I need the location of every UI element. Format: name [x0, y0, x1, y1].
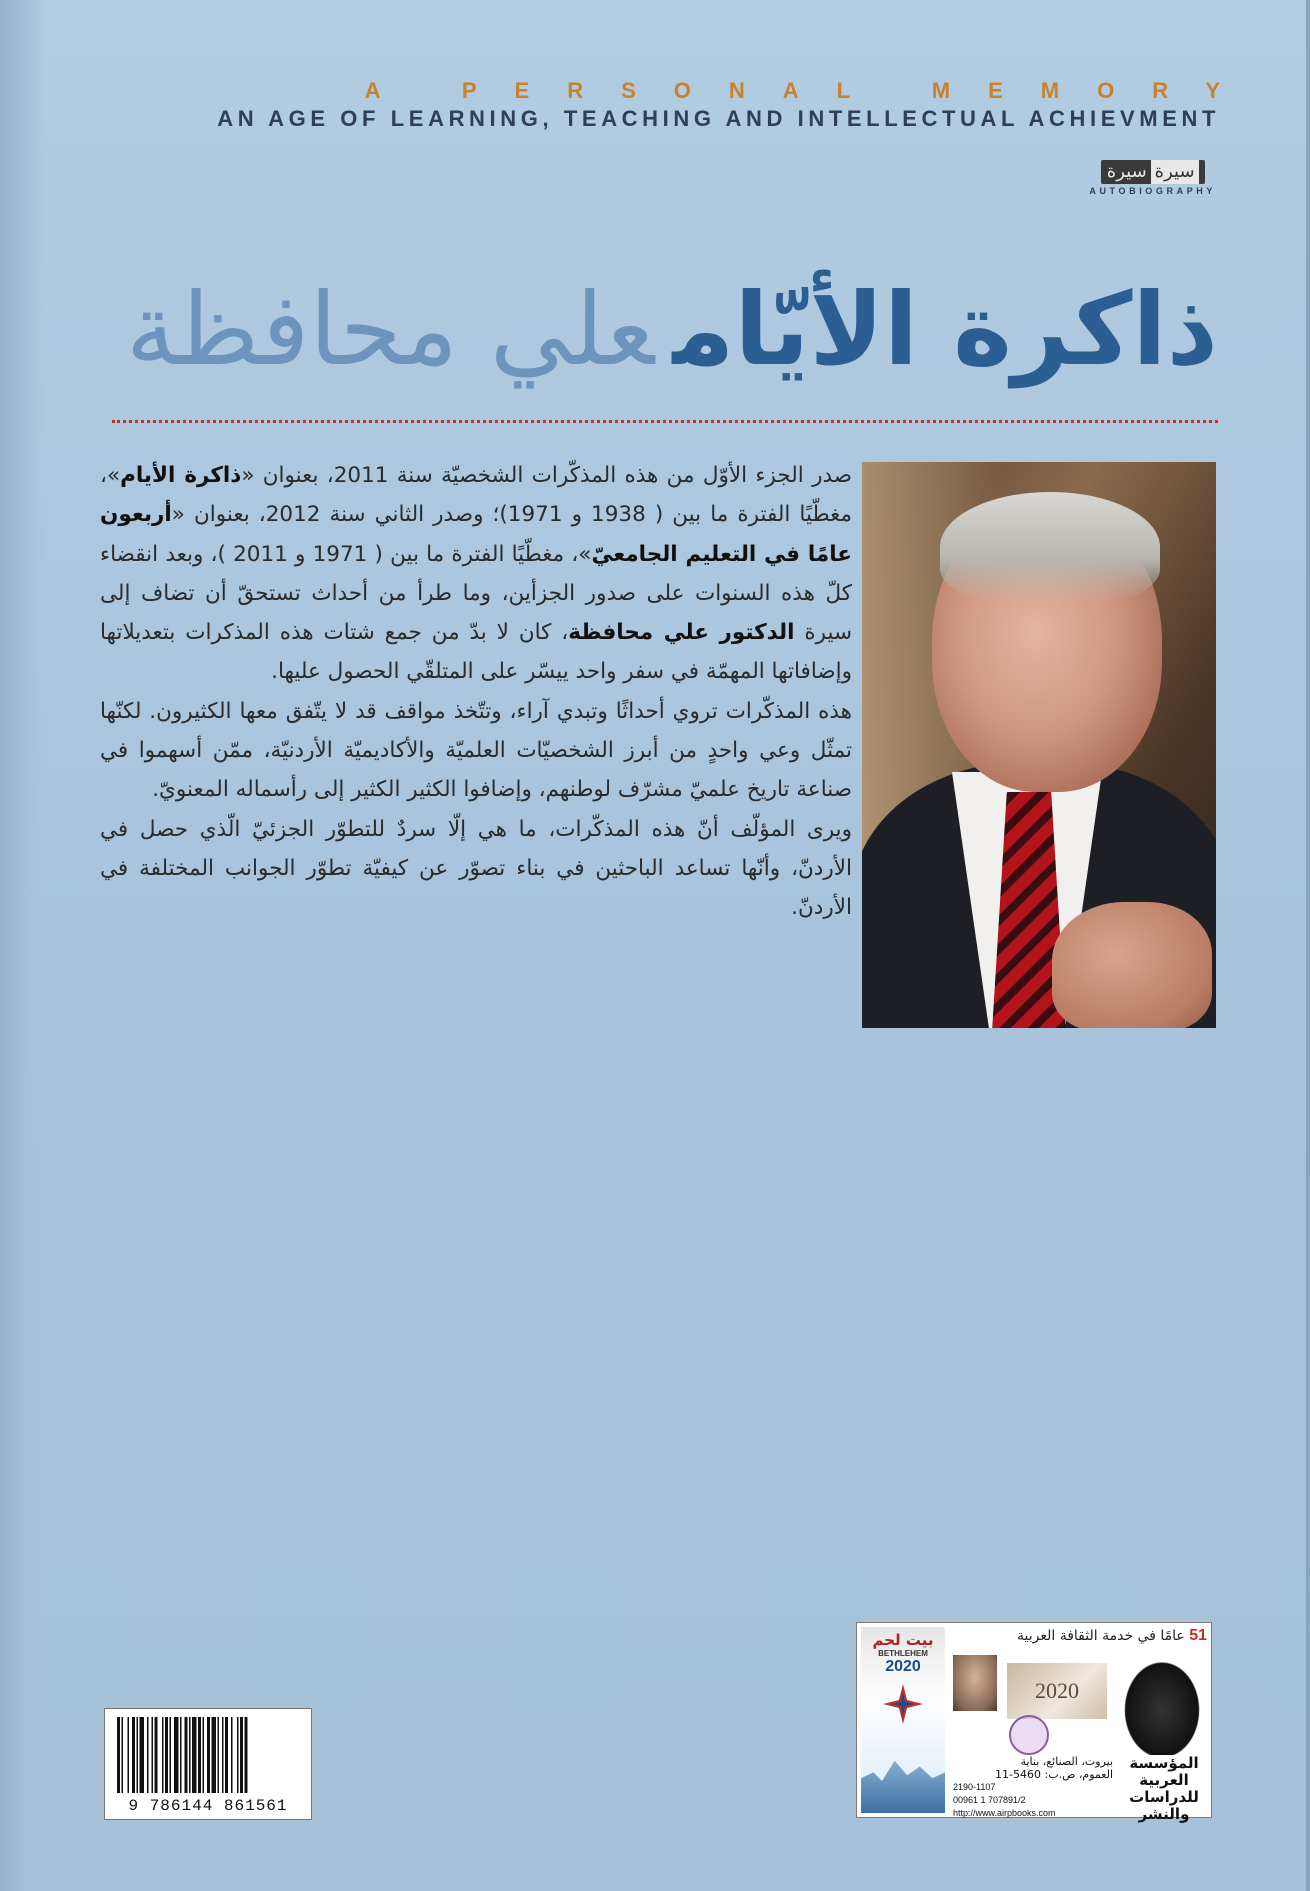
- isbn-barcode: [104, 1708, 312, 1820]
- series-logo-text: سيرة: [1106, 161, 1147, 182]
- title-author: علي محافظة: [125, 271, 655, 388]
- publisher-address-line2: العموم، ص.ب: 5460-11: [995, 1768, 1113, 1781]
- blurb-p1-part-b: »، مغطّيًا الفترة ما بين ( 1938 و 1971)؛ وصدر الثاني سنة 2012، بعنوان «: [100, 463, 852, 528]
- english-header: [217, 78, 1258, 132]
- blurb-text: [100, 456, 852, 928]
- header-line-subtitle: AN AGE OF LEARNING, TEACHING AND INTELLECTUAL ACHIEVMENT: [217, 106, 1220, 131]
- anniversary-banner: [949, 1627, 1207, 1649]
- author-photo: [862, 462, 1216, 1028]
- publisher-lamp-logo-icon: [1119, 1655, 1205, 1755]
- stamp-seal-icon: [1009, 1715, 1049, 1755]
- blurb-p1-bold-title1: ذاكرة الأيام: [120, 463, 242, 488]
- spine-edge: [0, 0, 44, 1891]
- series-logo-mark: [1101, 160, 1205, 184]
- publisher-contact-info: [953, 1755, 1113, 1820]
- anniversary-2020-graphic: 2020: [1007, 1663, 1107, 1719]
- publisher-phone1: 2190-1107: [953, 1782, 996, 1792]
- blurb-p1-bold-author: الدكتور علي محافظة: [568, 620, 795, 646]
- publisher-address-line1: بيروت، الصنائع، بناية: [1020, 1755, 1113, 1768]
- publisher-strip: [856, 1622, 1212, 1823]
- blurb-p1-part-c: »، مغطّيًا الفترة ما بين ( 1971 و 2011 )، وبعد انقضاء كلّ هذه السنوات على صدور الجزأين، وما طرأ من أحداث تستحقّ أن تضاف إلى سيرة: [100, 541, 853, 646]
- series-logo-inner: سيرة: [1151, 160, 1199, 184]
- isbn-number: 9 786144 861561: [128, 1797, 288, 1815]
- header-line-personal-memory: A PERSONAL MEMORY: [364, 78, 1258, 103]
- blurb-p1-bold-title2: أربعون عامًا في التعليم الجامعيّ: [100, 502, 852, 567]
- bethlehem-2020-logo: [861, 1627, 945, 1813]
- book-title: [126, 270, 1218, 419]
- publisher-phone2: 00961 1 707891/2: [953, 1795, 1026, 1805]
- title-main: ذاكرة الأيّام: [672, 271, 1218, 388]
- publisher-website: http://www.airpbooks.com: [953, 1808, 1056, 1818]
- founder-portrait: [953, 1655, 997, 1711]
- bethlehem-arabic: بيت لحم: [872, 1631, 934, 1649]
- bethlehem-year: 2020: [885, 1658, 921, 1675]
- star-icon: [883, 1684, 923, 1724]
- dotted-divider: [112, 420, 1218, 423]
- publisher-name: المؤسسة العربية للدراسات والنشر: [1129, 1754, 1199, 1823]
- blurb-paragraph-2: هذه المذكّرات تروي أحداثًا وتبدي آراء، وتتّخذ مواقف قد لا يتّفق معها الكثيرون. لكنّها تمثّل وعي واحدٍ من أبرز الشخصيّات العلميّة والأكاديميّة الأردنيّة، ممّن أسهموا في صناعة تاريخ علميّ مشرّف لوطنهم، وإضافوا الكثير الكثير إلى رأسماله المعنويّ.: [100, 698, 852, 803]
- anniversary-text: عامًا في خدمة الثقافة العربية: [1017, 1628, 1185, 1644]
- series-logo-subtitle: AUTOBIOGRAPHY: [1089, 186, 1216, 196]
- series-logo: [1089, 160, 1216, 196]
- blurb-p1-part-d: ، كان لا بدّ من جمع شتات هذه المذكرات بتعديلاتها وإضافاتها المهمّة في سفر واحد ييسّر على المتلقّي الحصول عليها.: [100, 620, 852, 685]
- bethlehem-english: BETHLEHEM: [878, 1649, 928, 1658]
- blurb-p1-part-a: صدر الجزء الأوّل من هذه المذكّرات الشخصيّة سنة 2011، بعنوان «: [241, 463, 852, 488]
- barcode-bars: [115, 1717, 301, 1793]
- blurb-paragraph-1: [100, 456, 852, 692]
- anniversary-number: 51: [1189, 1627, 1207, 1644]
- blurb-paragraph-3: ويرى المؤلّف أنّ هذه المذكّرات، ما هي إلّا سردٌ للتطوّر الجزئيّ الّذي حصل في الأردنّ، وأنّها تساعد الباحثين في بناء تصوّر عن كيفيّة تطوّر الجوانب المختلفة في الأردنّ.: [100, 816, 852, 921]
- city-skyline-icon: [861, 1755, 945, 1813]
